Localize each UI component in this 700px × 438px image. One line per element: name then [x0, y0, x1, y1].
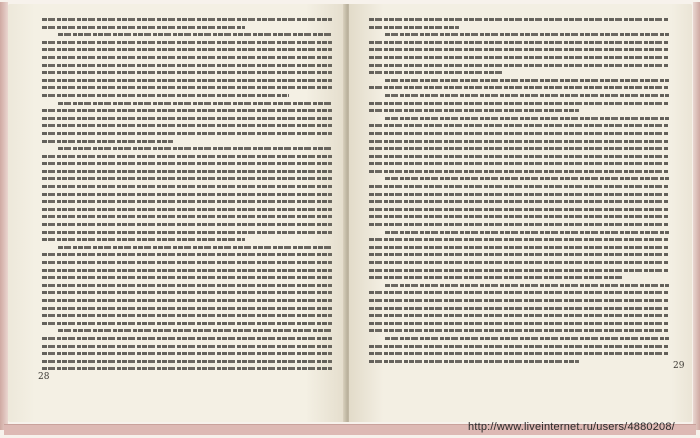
text-line	[369, 102, 669, 105]
text-line	[42, 79, 332, 82]
text-line	[42, 231, 332, 234]
text-line	[42, 170, 332, 173]
text-line	[369, 253, 669, 256]
text-line	[369, 26, 459, 29]
book-cover-right-edge	[693, 2, 700, 430]
text-line	[42, 177, 332, 180]
text-line	[42, 238, 245, 241]
text-line	[42, 253, 332, 256]
text-line	[42, 71, 332, 74]
text-line	[42, 345, 332, 348]
text-line	[369, 162, 669, 165]
text-line	[369, 56, 669, 59]
text-line	[42, 276, 332, 279]
text-line	[42, 284, 332, 287]
text-line	[385, 231, 669, 234]
text-line	[42, 367, 332, 370]
text-line	[42, 322, 332, 325]
text-line	[42, 48, 332, 51]
text-line	[385, 284, 669, 287]
book-cover-left-edge	[0, 2, 8, 430]
text-line	[369, 246, 669, 249]
text-line	[369, 132, 669, 135]
text-line	[369, 352, 669, 355]
text-line	[385, 33, 669, 36]
text-line	[42, 337, 332, 340]
text-line	[42, 162, 332, 165]
left-page-body-text	[42, 18, 332, 375]
text-line	[369, 185, 669, 188]
text-line	[42, 307, 332, 310]
text-line	[42, 140, 173, 143]
text-line	[369, 200, 669, 203]
text-line	[58, 33, 332, 36]
text-line	[369, 329, 669, 332]
text-line	[42, 200, 332, 203]
left-page	[8, 4, 346, 422]
text-line	[42, 223, 332, 226]
text-line	[385, 94, 669, 97]
text-line	[369, 269, 669, 272]
text-line	[369, 71, 504, 74]
right-page-number: 29	[673, 361, 685, 371]
text-line	[369, 170, 669, 173]
text-line	[369, 299, 669, 302]
text-line	[42, 86, 332, 89]
text-line	[42, 314, 332, 317]
text-line	[42, 117, 332, 120]
text-line	[42, 132, 332, 135]
text-line	[42, 215, 332, 218]
text-line	[369, 208, 669, 211]
text-line	[42, 124, 332, 127]
text-line	[369, 193, 669, 196]
text-line	[369, 48, 669, 51]
text-line	[369, 64, 669, 67]
text-line	[369, 140, 669, 143]
text-line	[42, 56, 332, 59]
text-line	[385, 117, 669, 120]
text-line	[42, 352, 332, 355]
text-line	[42, 185, 332, 188]
text-line	[42, 155, 332, 158]
text-line	[369, 314, 669, 317]
text-line	[369, 124, 669, 127]
text-line	[42, 291, 332, 294]
text-line	[369, 86, 669, 89]
text-line	[369, 109, 579, 112]
text-line	[369, 261, 669, 264]
text-line	[369, 18, 669, 21]
text-line	[369, 291, 669, 294]
text-line	[369, 307, 669, 310]
text-line	[385, 79, 669, 82]
text-line	[369, 155, 669, 158]
text-line	[58, 246, 332, 249]
text-line	[369, 360, 579, 363]
text-line	[369, 223, 669, 226]
right-page-body-text	[369, 18, 669, 367]
text-line	[369, 345, 669, 348]
text-line	[58, 102, 332, 105]
text-line	[42, 208, 332, 211]
right-page	[349, 4, 692, 422]
text-line	[42, 26, 245, 29]
text-line	[42, 18, 332, 21]
left-page-number: 28	[38, 372, 50, 382]
text-line	[42, 193, 332, 196]
text-line	[385, 337, 669, 340]
text-line	[42, 269, 332, 272]
text-line	[369, 322, 669, 325]
text-line	[42, 360, 332, 363]
text-line	[42, 299, 332, 302]
text-line	[42, 109, 332, 112]
watermark-url: http://www.liveinternet.ru/users/4880208/	[468, 421, 675, 433]
text-line	[42, 41, 332, 44]
text-line	[369, 276, 624, 279]
text-line	[369, 147, 669, 150]
text-line	[369, 41, 669, 44]
text-line	[42, 261, 332, 264]
text-line	[58, 147, 332, 150]
text-line	[42, 94, 289, 97]
text-line	[58, 329, 332, 332]
text-line	[42, 64, 332, 67]
text-line	[385, 177, 669, 180]
text-line	[369, 215, 669, 218]
text-line	[369, 238, 669, 241]
